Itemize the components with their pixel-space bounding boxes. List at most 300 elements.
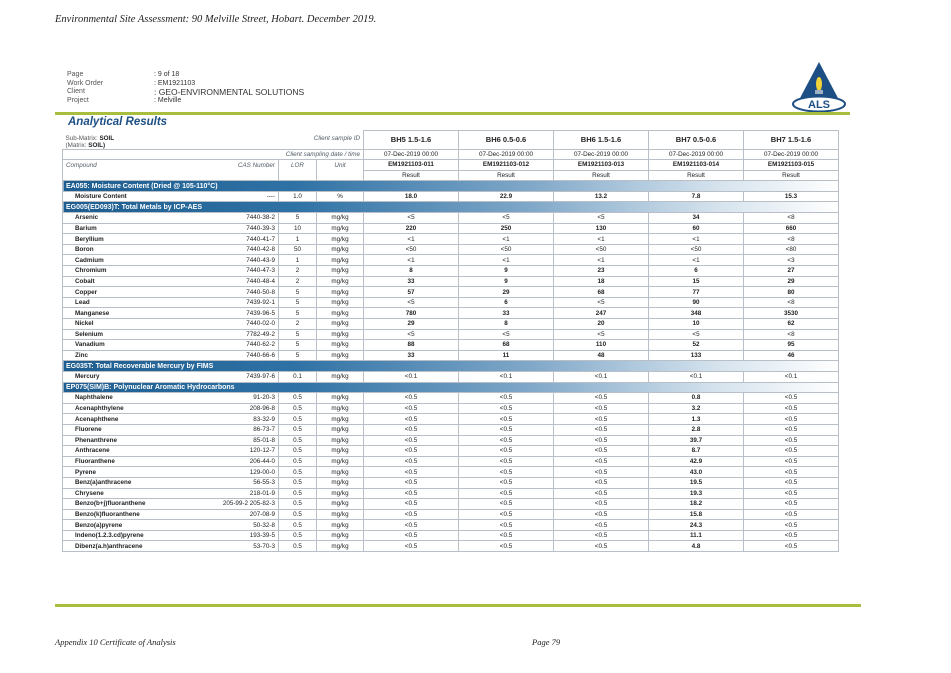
document-header-title: Environmental Site Assessment: 90 Melville Street, Hobart. December 2019.	[55, 14, 377, 25]
result-value: <0.5	[744, 467, 839, 478]
lor-value: 0.5	[279, 456, 317, 467]
result-value: 10	[649, 319, 744, 330]
sample-id: BH6 0.5-0.6	[459, 131, 554, 150]
result-value: <0.5	[459, 509, 554, 520]
result-value: <1	[649, 255, 744, 266]
result-value: 22.9	[459, 191, 554, 202]
result-value: 9	[459, 276, 554, 287]
result-value: 29	[459, 287, 554, 298]
lor-value: 0.1	[279, 371, 317, 382]
svg-text:ALS: ALS	[808, 99, 830, 111]
result-value: 110	[554, 340, 649, 351]
unit-value: mg/kg	[317, 276, 364, 287]
unit-value: mg/kg	[317, 403, 364, 414]
client-sample-id-label: Client sample ID	[279, 131, 364, 150]
result-value: <80	[744, 244, 839, 255]
result-value: <0.5	[554, 499, 649, 510]
result-value: <0.5	[554, 435, 649, 446]
unit-value: mg/kg	[317, 435, 364, 446]
compound-name: Selenium	[63, 329, 213, 340]
cas-number: 86-73-7	[213, 424, 279, 435]
result-label: Result	[364, 170, 459, 181]
result-value: <0.5	[554, 488, 649, 499]
lor-value: 1	[279, 255, 317, 266]
unit-value: mg/kg	[317, 223, 364, 234]
cas-number: 129-00-0	[213, 467, 279, 478]
result-value: <5	[364, 213, 459, 224]
sampling-date: 07-Dec-2019 00:00	[364, 149, 459, 160]
result-value: <0.5	[744, 393, 839, 404]
result-value: <0.5	[554, 393, 649, 404]
unit-value: mg/kg	[317, 213, 364, 224]
table-row	[63, 329, 839, 340]
table-row	[63, 266, 839, 277]
compound-name: Dibenz(a.h)anthracene	[63, 541, 213, 552]
result-value: <0.5	[459, 456, 554, 467]
lor-value: 0.5	[279, 446, 317, 457]
unit-value: mg/kg	[317, 530, 364, 541]
unit-value: mg/kg	[317, 509, 364, 520]
sampling-date: 07-Dec-2019 00:00	[554, 149, 649, 160]
result-value: <5	[554, 297, 649, 308]
result-value: <5	[364, 329, 459, 340]
result-value: <0.1	[364, 371, 459, 382]
cas-number: 7439-92-1	[213, 297, 279, 308]
result-value: <0.5	[364, 424, 459, 435]
compound-name: Arsenic	[63, 213, 213, 224]
result-value: 48	[554, 350, 649, 361]
result-value: 18	[554, 276, 649, 287]
compound-name: Fluoranthene	[63, 456, 213, 467]
table-row	[63, 244, 839, 255]
lor-value: 0.5	[279, 541, 317, 552]
result-value: 27	[744, 266, 839, 277]
unit-value: mg/kg	[317, 244, 364, 255]
unit-value: mg/kg	[317, 488, 364, 499]
result-value: <50	[364, 244, 459, 255]
compound-name: Acenaphthene	[63, 414, 213, 425]
lor-value: 5	[279, 213, 317, 224]
section-title: EG005(ED093)T: Total Metals by ICP-AES	[63, 202, 839, 213]
result-value: <0.5	[744, 477, 839, 488]
result-value: 250	[459, 223, 554, 234]
column-header-row	[63, 160, 839, 171]
result-value: <0.5	[744, 414, 839, 425]
result-value: <0.5	[364, 414, 459, 425]
result-value: <1	[364, 234, 459, 245]
result-value: 8	[364, 266, 459, 277]
result-value: <0.5	[554, 530, 649, 541]
lor-value: 0.5	[279, 414, 317, 425]
meta-project: Project : Melville	[67, 96, 182, 104]
col-unit: Unit	[317, 160, 364, 181]
cas-number: 91-20-3	[213, 393, 279, 404]
result-value: <0.5	[364, 403, 459, 414]
result-value: 33	[364, 350, 459, 361]
cas-number: 7440-42-8	[213, 244, 279, 255]
lor-value: 0.5	[279, 530, 317, 541]
result-value: <0.5	[364, 541, 459, 552]
result-value: <0.5	[744, 446, 839, 457]
lor-value: 10	[279, 223, 317, 234]
result-value: <0.5	[744, 488, 839, 499]
section-header	[63, 382, 839, 393]
result-value: <5	[364, 297, 459, 308]
table-row	[63, 223, 839, 234]
result-value: 62	[744, 319, 839, 330]
result-value: <0.5	[364, 393, 459, 404]
result-value: <8	[744, 297, 839, 308]
section-title: EG035T: Total Recoverable Mercury by FIMS	[63, 361, 839, 372]
result-value: <0.5	[554, 414, 649, 425]
result-label: Result	[649, 170, 744, 181]
table-row	[63, 340, 839, 351]
result-value: 6	[459, 297, 554, 308]
table-row	[63, 234, 839, 245]
meta-client: Client : GEO-ENVIRONMENTAL SOLUTIONS	[67, 87, 305, 98]
result-value: 88	[364, 340, 459, 351]
result-value: 68	[554, 287, 649, 298]
unit-value: mg/kg	[317, 467, 364, 478]
result-value: <0.5	[554, 541, 649, 552]
result-value: 18.0	[364, 191, 459, 202]
cas-number: 85-01-8	[213, 435, 279, 446]
result-value: 33	[364, 276, 459, 287]
result-value: <0.5	[364, 520, 459, 531]
table-row	[63, 520, 839, 531]
result-value: 8	[459, 319, 554, 330]
compound-name: Acenaphthylene	[63, 403, 213, 414]
analytical-results-title: Analytical Results	[68, 116, 168, 128]
unit-value: mg/kg	[317, 371, 364, 382]
table-row	[63, 541, 839, 552]
lab-sample-id: EM1921103-012	[459, 160, 554, 171]
lor-value: 5	[279, 350, 317, 361]
table-row	[63, 371, 839, 382]
lor-value: 5	[279, 329, 317, 340]
result-value: <0.5	[459, 541, 554, 552]
result-value: 46	[744, 350, 839, 361]
result-value: <0.5	[459, 488, 554, 499]
unit-value: mg/kg	[317, 541, 364, 552]
result-value: 33	[459, 308, 554, 319]
matrix-info: Sub-Matrix: SOIL (Matrix: SOIL)	[65, 134, 115, 149]
report-metadata	[67, 71, 304, 105]
compound-name: Benzo(a)pyrene	[63, 520, 213, 531]
result-value: <0.5	[364, 488, 459, 499]
table-row	[63, 297, 839, 308]
unit-value: mg/kg	[317, 297, 364, 308]
unit-value: mg/kg	[317, 287, 364, 298]
lab-sample-id: EM1921103-013	[554, 160, 649, 171]
lab-sample-id: EM1921103-014	[649, 160, 744, 171]
result-value: <5	[459, 213, 554, 224]
compound-name: Copper	[63, 287, 213, 298]
lab-sample-id: EM1921103-015	[744, 160, 839, 171]
result-value: 57	[364, 287, 459, 298]
cas-number: 7440-47-3	[213, 266, 279, 277]
result-value: 247	[554, 308, 649, 319]
result-value: <0.5	[554, 509, 649, 520]
table-row	[63, 424, 839, 435]
result-value: <50	[554, 244, 649, 255]
result-value: 18.2	[649, 499, 744, 510]
result-value: 133	[649, 350, 744, 361]
analytical-results-table	[62, 130, 839, 552]
result-value: 660	[744, 223, 839, 234]
result-value: 8.7	[649, 446, 744, 457]
lor-value: 2	[279, 276, 317, 287]
cas-number: 56-55-3	[213, 477, 279, 488]
col-compound: Compound	[63, 160, 213, 181]
meta-work-order: Work Order : EM1921103	[67, 79, 196, 87]
cas-number: 83-32-9	[213, 414, 279, 425]
result-value: <1	[364, 255, 459, 266]
lor-value: 0.5	[279, 435, 317, 446]
table-row	[63, 319, 839, 330]
lor-value: 2	[279, 266, 317, 277]
result-value: <0.1	[554, 371, 649, 382]
unit-value: mg/kg	[317, 340, 364, 351]
result-value: 80	[744, 287, 839, 298]
unit-value: mg/kg	[317, 350, 364, 361]
cas-number: 7440-48-4	[213, 276, 279, 287]
unit-value: mg/kg	[317, 499, 364, 510]
unit-value: mg/kg	[317, 308, 364, 319]
unit-value: mg/kg	[317, 393, 364, 404]
result-value: 42.9	[649, 456, 744, 467]
result-value: <0.5	[364, 530, 459, 541]
lor-value: 0.5	[279, 403, 317, 414]
cas-number: 120-12-7	[213, 446, 279, 457]
result-value: 11	[459, 350, 554, 361]
result-value: <0.5	[744, 541, 839, 552]
cas-number: 7440-50-8	[213, 287, 279, 298]
compound-name: Vanadium	[63, 340, 213, 351]
cas-number: 208-96-8	[213, 403, 279, 414]
result-value: 34	[649, 213, 744, 224]
result-value: <0.5	[744, 403, 839, 414]
compound-name: Benzo(b+j)fluoranthene	[63, 499, 213, 510]
result-value: 23	[554, 266, 649, 277]
lor-value: 1.0	[279, 191, 317, 202]
cas-number: 205-99-2 205-82-3	[213, 499, 279, 510]
result-value: 19.5	[649, 477, 744, 488]
result-value: <0.1	[649, 371, 744, 382]
result-value: 1.3	[649, 414, 744, 425]
compound-name: Fluorene	[63, 424, 213, 435]
result-value: 20	[554, 319, 649, 330]
result-value: 130	[554, 223, 649, 234]
result-label: Result	[459, 170, 554, 181]
result-label: Result	[744, 170, 839, 181]
cas-number: 207-08-9	[213, 509, 279, 520]
result-value: <8	[744, 213, 839, 224]
section-title: EA055: Moisture Content (Dried @ 105-110°C)	[63, 181, 839, 192]
result-value: 43.0	[649, 467, 744, 478]
lor-value: 0.5	[279, 393, 317, 404]
result-value: 24.3	[649, 520, 744, 531]
cas-number: 50-32-8	[213, 520, 279, 531]
unit-value: mg/kg	[317, 255, 364, 266]
result-value: <8	[744, 329, 839, 340]
result-value: <0.5	[459, 467, 554, 478]
lor-value: 0.5	[279, 424, 317, 435]
table-row	[63, 456, 839, 467]
als-logo-icon	[789, 60, 849, 112]
table-row	[63, 499, 839, 510]
result-value: <0.5	[364, 499, 459, 510]
cas-number: 193-39-5	[213, 530, 279, 541]
unit-value: mg/kg	[317, 234, 364, 245]
result-value: <0.5	[364, 467, 459, 478]
result-value: <0.5	[554, 456, 649, 467]
cas-number: 7440-41-7	[213, 234, 279, 245]
compound-name: Pyrene	[63, 467, 213, 478]
cas-number: 53-70-3	[213, 541, 279, 552]
result-value: <1	[459, 234, 554, 245]
unit-value: mg/kg	[317, 520, 364, 531]
compound-name: Chromium	[63, 266, 213, 277]
table-row	[63, 488, 839, 499]
result-value: <5	[554, 329, 649, 340]
lor-value: 0.5	[279, 488, 317, 499]
result-value: <50	[649, 244, 744, 255]
result-value: <50	[459, 244, 554, 255]
result-value: <0.5	[744, 424, 839, 435]
result-value: <0.5	[744, 530, 839, 541]
table-row	[63, 477, 839, 488]
result-value: <0.5	[744, 509, 839, 520]
col-lor: LOR	[279, 160, 317, 181]
unit-value: mg/kg	[317, 424, 364, 435]
result-value: <0.5	[554, 467, 649, 478]
result-value: 3530	[744, 308, 839, 319]
lor-value: 2	[279, 319, 317, 330]
result-value: <0.5	[744, 499, 839, 510]
result-value: <0.1	[459, 371, 554, 382]
result-value: <0.5	[459, 424, 554, 435]
table-row	[63, 393, 839, 404]
footer-divider	[55, 604, 861, 607]
lor-value: 50	[279, 244, 317, 255]
result-value: <0.5	[459, 499, 554, 510]
table-row	[63, 530, 839, 541]
result-value: <0.5	[459, 520, 554, 531]
cas-number: 218-01-9	[213, 488, 279, 499]
lor-value: 5	[279, 297, 317, 308]
compound-name: Moisture Content	[63, 191, 213, 202]
cas-number: 7782-49-2	[213, 329, 279, 340]
compound-name: Nickel	[63, 319, 213, 330]
compound-name: Benz(a)anthracene	[63, 477, 213, 488]
result-value: <0.5	[459, 414, 554, 425]
table-row	[63, 213, 839, 224]
lor-value: 0.5	[279, 499, 317, 510]
result-value: 2.8	[649, 424, 744, 435]
footer-page-number: Page 79	[532, 637, 561, 647]
result-value: 6	[649, 266, 744, 277]
result-value: 77	[649, 287, 744, 298]
lor-value: 5	[279, 287, 317, 298]
table-row	[63, 446, 839, 457]
unit-value: mg/kg	[317, 456, 364, 467]
result-value: 15	[649, 276, 744, 287]
result-value: 19.3	[649, 488, 744, 499]
result-value: <0.5	[364, 509, 459, 520]
section-header	[63, 181, 839, 192]
sample-id: BH5 1.5-1.6	[364, 131, 459, 150]
cas-number: 7440-43-9	[213, 255, 279, 266]
compound-name: Chrysene	[63, 488, 213, 499]
result-value: 95	[744, 340, 839, 351]
result-value: <1	[554, 255, 649, 266]
result-value: <0.5	[554, 520, 649, 531]
unit-value: %	[317, 191, 364, 202]
sample-id: BH6 1.5-1.6	[554, 131, 649, 150]
col-cas-number: CAS Number	[213, 160, 279, 181]
compound-name: Manganese	[63, 308, 213, 319]
result-value: 29	[364, 319, 459, 330]
result-value: 0.8	[649, 393, 744, 404]
result-value: 29	[744, 276, 839, 287]
table-row	[63, 255, 839, 266]
result-value: <1	[649, 234, 744, 245]
cas-number: 7440-39-3	[213, 223, 279, 234]
section-title: EP075(SIM)B: Polynuclear Aromatic Hydrocarbons	[63, 382, 839, 393]
compound-name: Cadmium	[63, 255, 213, 266]
table-row	[63, 509, 839, 520]
compound-name: Naphthalene	[63, 393, 213, 404]
lor-value: 0.5	[279, 509, 317, 520]
table-row	[63, 414, 839, 425]
result-value: <0.5	[554, 477, 649, 488]
table-row	[63, 435, 839, 446]
cas-number: 7439-97-6	[213, 371, 279, 382]
result-value: 9	[459, 266, 554, 277]
result-value: <0.5	[744, 520, 839, 531]
result-value: <0.5	[459, 446, 554, 457]
cas-number: 7440-66-6	[213, 350, 279, 361]
unit-value: mg/kg	[317, 414, 364, 425]
result-value: <1	[459, 255, 554, 266]
cas-number: 7439-96-5	[213, 308, 279, 319]
sampling-date: 07-Dec-2019 00:00	[459, 149, 554, 160]
lor-value: 0.5	[279, 520, 317, 531]
result-value: <0.5	[554, 403, 649, 414]
result-value: <0.5	[364, 446, 459, 457]
cas-number: 7440-62-2	[213, 340, 279, 351]
sampling-date: 07-Dec-2019 00:00	[649, 149, 744, 160]
section-header	[63, 202, 839, 213]
result-value: <0.1	[744, 371, 839, 382]
header-divider	[55, 112, 850, 115]
result-value: <0.5	[459, 435, 554, 446]
table-row	[63, 191, 839, 202]
result-value: <5	[649, 329, 744, 340]
lor-value: 5	[279, 308, 317, 319]
compound-name: Phenanthrene	[63, 435, 213, 446]
result-value: <0.5	[554, 424, 649, 435]
result-value: 15.3	[744, 191, 839, 202]
compound-name: Beryllium	[63, 234, 213, 245]
cas-number: 7440-38-2	[213, 213, 279, 224]
result-value: 60	[649, 223, 744, 234]
compound-name: Zinc	[63, 350, 213, 361]
result-value: <0.5	[364, 435, 459, 446]
sample-id: BH7 0.5-0.6	[649, 131, 744, 150]
section-header	[63, 361, 839, 372]
